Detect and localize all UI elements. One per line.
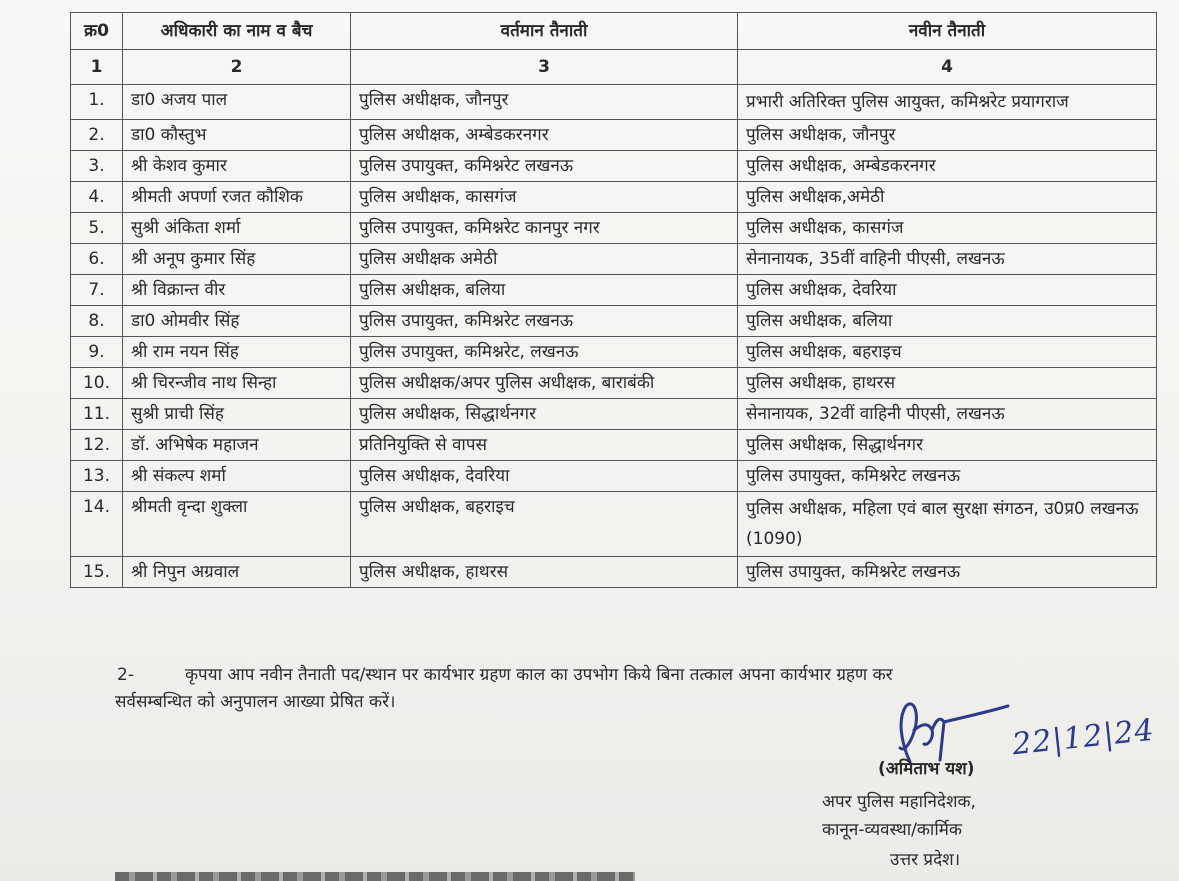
- instruction-line-1: कृपया आप नवीन तैनाती पद/स्थान पर कार्यभार ग्रहण काल का उपभोग किये बिना तत्काल अपना कार्यभार ग्रहण कर: [185, 665, 893, 685]
- new-posting-cell: सेनानायक, 32वीं वाहिनी पीएसी, लखनऊ: [738, 399, 1157, 430]
- table-row: [71, 557, 1157, 588]
- current-posting-cell: पुलिस अधीक्षक, बहराइच: [351, 492, 738, 557]
- table-row: [71, 461, 1157, 492]
- officer-name-cell: डा0 अजय पाल: [123, 85, 351, 120]
- new-posting-cell: सेनानायक, 35वीं वाहिनी पीएसी, लखनऊ: [738, 244, 1157, 275]
- current-posting-cell: पुलिस उपायुक्त, कमिश्नरेट, लखनऊ: [351, 337, 738, 368]
- header-new-posting: नवीन तैनाती: [738, 13, 1157, 50]
- table-row: [71, 368, 1157, 399]
- new-posting-cell: पुलिस अधीक्षक,अमेठी: [738, 182, 1157, 213]
- current-posting-cell: पुलिस अधीक्षक अमेठी: [351, 244, 738, 275]
- new-posting-cell: पुलिस उपायुक्त, कमिश्नरेट लखनऊ: [738, 461, 1157, 492]
- column-number-row: [71, 50, 1157, 85]
- column-number: 1: [71, 50, 123, 85]
- serial-cell: 14.: [71, 492, 123, 557]
- serial-cell: 11.: [71, 399, 123, 430]
- officer-name-cell: श्री निपुन अग्रवाल: [123, 557, 351, 588]
- column-number: 2: [123, 50, 351, 85]
- new-posting-cell: प्रभारी अतिरिक्त पुलिस आयुक्त, कमिश्नरेट प्रयागराज: [738, 85, 1157, 120]
- header-serial: क्र0: [71, 13, 123, 50]
- column-number: 3: [351, 50, 738, 85]
- handwritten-date: 22|12|24: [1010, 712, 1157, 763]
- posting-table: [70, 12, 1157, 588]
- table-row: [71, 213, 1157, 244]
- officer-name-cell: श्री चिरन्जीव नाथ सिन्हा: [123, 368, 351, 399]
- header-officer-name: अधिकारी का नाम व बैच: [123, 13, 351, 50]
- table-row: [71, 85, 1157, 120]
- current-posting-cell: पुलिस उपायुक्त, कमिश्नरेट लखनऊ: [351, 306, 738, 337]
- table-row: [71, 306, 1157, 337]
- table-row: [71, 151, 1157, 182]
- new-posting-cell: पुलिस अधीक्षक, महिला एवं बाल सुरक्षा संगठन, उ0प्र0 लखनऊ (1090): [738, 492, 1157, 557]
- serial-cell: 12.: [71, 430, 123, 461]
- current-posting-cell: पुलिस अधीक्षक/अपर पुलिस अधीक्षक, बाराबंकी: [351, 368, 738, 399]
- table-row: [71, 275, 1157, 306]
- signatory-name: (अमिताभ यश): [878, 759, 975, 779]
- new-posting-cell: पुलिस अधीक्षक, अम्बेडकरनगर: [738, 151, 1157, 182]
- current-posting-cell: पुलिस उपायुक्त, कमिश्नरेट लखनऊ: [351, 151, 738, 182]
- serial-cell: 9.: [71, 337, 123, 368]
- serial-cell: 2.: [71, 120, 123, 151]
- current-posting-cell: प्रतिनियुक्ति से वापस: [351, 430, 738, 461]
- officer-name-cell: श्रीमती अपर्णा रजत कौशिक: [123, 182, 351, 213]
- new-posting-cell: पुलिस अधीक्षक, कासगंज: [738, 213, 1157, 244]
- officer-name-cell: डा0 ओमवीर सिंह: [123, 306, 351, 337]
- officer-name-cell: श्रीमती वृन्दा शुक्ला: [123, 492, 351, 557]
- new-posting-cell: पुलिस अधीक्षक, देवरिया: [738, 275, 1157, 306]
- instruction-line-2: सर्वसम्बन्धित को अनुपालन आख्या प्रेषित करें।: [115, 692, 396, 712]
- serial-cell: 5.: [71, 213, 123, 244]
- officer-name-cell: डा0 कौस्तुभ: [123, 120, 351, 151]
- paragraph-number: 2-: [117, 665, 134, 685]
- current-posting-cell: पुलिस अधीक्षक, देवरिया: [351, 461, 738, 492]
- table-row: [71, 492, 1157, 557]
- current-posting-cell: पुलिस उपायुक्त, कमिश्नरेट कानपुर नगर: [351, 213, 738, 244]
- cutoff-text-strip: [115, 872, 635, 881]
- table-row: [71, 337, 1157, 368]
- current-posting-cell: पुलिस अधीक्षक, सिद्धार्थनगर: [351, 399, 738, 430]
- table-row: [71, 430, 1157, 461]
- new-posting-cell: पुलिस उपायुक्त, कमिश्नरेट लखनऊ: [738, 557, 1157, 588]
- serial-cell: 4.: [71, 182, 123, 213]
- officer-name-cell: श्री संकल्प शर्मा: [123, 461, 351, 492]
- serial-cell: 3.: [71, 151, 123, 182]
- officer-name-cell: सुश्री प्राची सिंह: [123, 399, 351, 430]
- new-posting-cell: पुलिस अधीक्षक, बलिया: [738, 306, 1157, 337]
- new-posting-cell: पुलिस अधीक्षक, हाथरस: [738, 368, 1157, 399]
- serial-cell: 8.: [71, 306, 123, 337]
- current-posting-cell: पुलिस अधीक्षक, बलिया: [351, 275, 738, 306]
- serial-cell: 15.: [71, 557, 123, 588]
- serial-cell: 13.: [71, 461, 123, 492]
- serial-cell: 6.: [71, 244, 123, 275]
- officer-name-cell: श्री विक्रान्त वीर: [123, 275, 351, 306]
- officer-name-cell: श्री अनूप कुमार सिंह: [123, 244, 351, 275]
- current-posting-cell: पुलिस अधीक्षक, अम्बेडकरनगर: [351, 120, 738, 151]
- current-posting-cell: पुलिस अधीक्षक, कासगंज: [351, 182, 738, 213]
- signatory-designation-3: उत्तर प्रदेश।: [890, 850, 961, 870]
- officer-name-cell: डॉ. अभिषेक महाजन: [123, 430, 351, 461]
- new-posting-cell: पुलिस अधीक्षक, जौनपुर: [738, 120, 1157, 151]
- new-posting-cell: पुलिस अधीक्षक, बहराइच: [738, 337, 1157, 368]
- header-current-posting: वर्तमान तैनाती: [351, 13, 738, 50]
- current-posting-cell: पुलिस अधीक्षक, जौनपुर: [351, 85, 738, 120]
- serial-cell: 1.: [71, 85, 123, 120]
- officer-name-cell: श्री राम नयन सिंह: [123, 337, 351, 368]
- current-posting-cell: पुलिस अधीक्षक, हाथरस: [351, 557, 738, 588]
- table-row: [71, 244, 1157, 275]
- signatory-designation-1: अपर पुलिस महानिदेशक,: [822, 792, 976, 812]
- officer-name-cell: श्री केशव कुमार: [123, 151, 351, 182]
- serial-cell: 7.: [71, 275, 123, 306]
- table-row: [71, 120, 1157, 151]
- serial-cell: 10.: [71, 368, 123, 399]
- column-number: 4: [738, 50, 1157, 85]
- table-header-row: [71, 13, 1157, 50]
- signatory-designation-2: कानून-व्यवस्था/कार्मिक: [822, 820, 962, 840]
- table-row: [71, 399, 1157, 430]
- signature-block: [810, 700, 1157, 881]
- table-row: [71, 182, 1157, 213]
- new-posting-cell: पुलिस अधीक्षक, सिद्धार्थनगर: [738, 430, 1157, 461]
- table-body: [71, 85, 1157, 588]
- officer-name-cell: सुश्री अंकिता शर्मा: [123, 213, 351, 244]
